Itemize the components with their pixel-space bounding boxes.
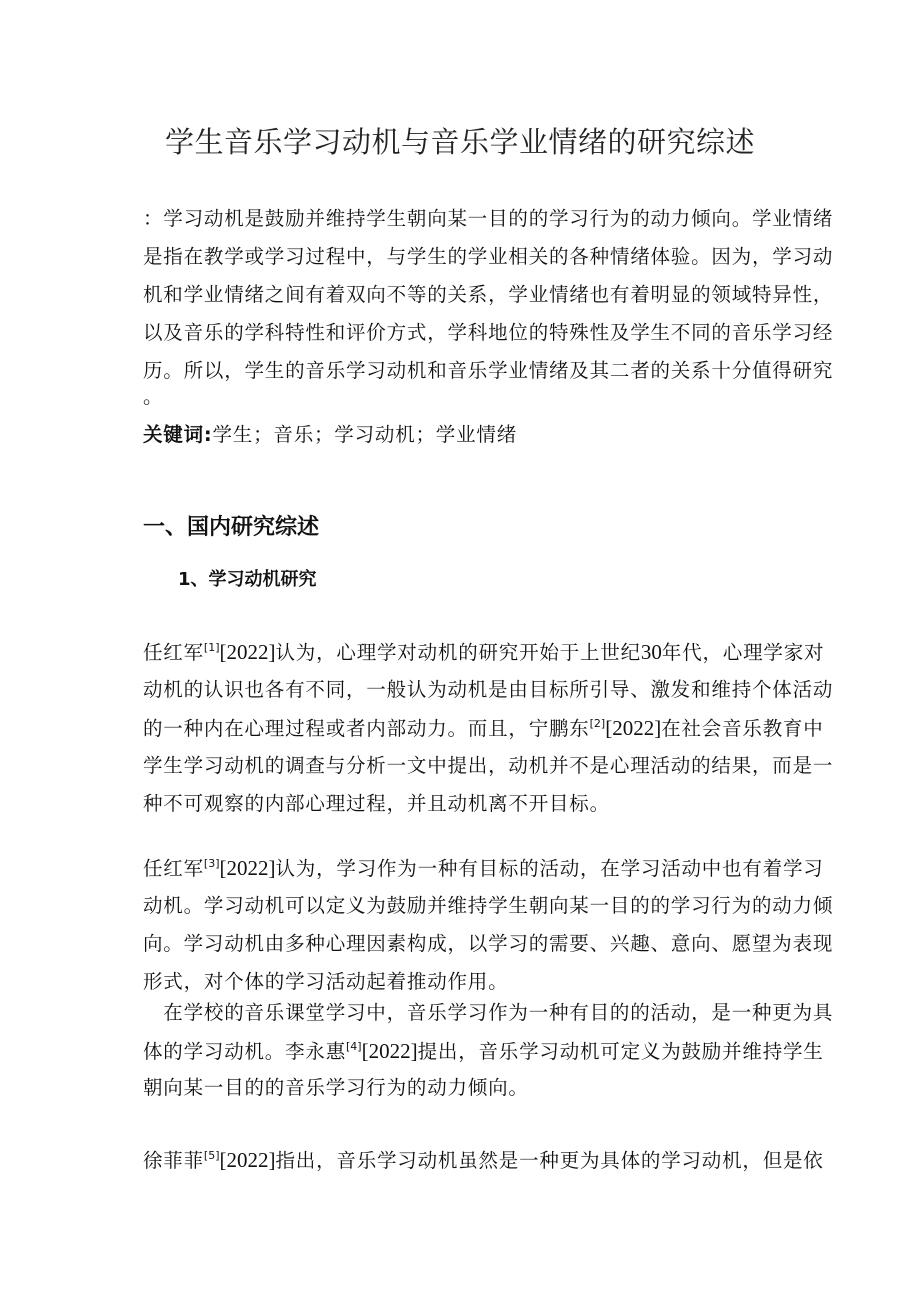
text-segment: 历。所以，学生的音乐学习动机和音乐学业情绪及其二者的关系十分值得研究 [143, 359, 834, 382]
text-segment: 在学校的音乐课堂学习中，音乐学习作为一种有目的的活动，是一种更为具 [143, 1001, 834, 1024]
text-line [143, 639, 824, 666]
text-line [143, 206, 833, 232]
citation-ref: [1] [203, 641, 220, 654]
keywords-label: 关键词: [143, 423, 213, 446]
year-text: [2022] [361, 1039, 418, 1063]
text-segment: 是指在教学或学习过程中，与学生的学业相关的各种情绪体验。因为，学习动 [143, 245, 834, 268]
year-text: [2022] [219, 1148, 276, 1172]
text-segment: 机和学业情绪之间有着双向不等的关系，学业情绪也有着明显的领域特异性， [143, 283, 834, 306]
text-segment: 体的学习动机。李永惠 [143, 1040, 347, 1063]
text-line [143, 1000, 833, 1026]
text-line [143, 384, 163, 410]
text-line [143, 753, 833, 779]
text-segment: 任红军 [143, 857, 204, 880]
text-line [143, 1038, 824, 1065]
text-segment: 动机。学习动机可以定义为鼓励并维持学生朝向某一目的的学习行为的动力倾 [143, 894, 834, 917]
citation-ref: [5] [203, 1149, 220, 1162]
text-segment: 动机的认识也各有不同，一般认为动机是由目标所引导、激发和维持个体活动 [143, 678, 834, 701]
text-segment: 指出，音乐学习动机虽然是一种更为具体的学习动机，但是依 [275, 1149, 824, 1172]
text-line [143, 320, 833, 346]
text-segment: 年代，心理学家对 [661, 641, 825, 664]
citation-ref: [4] [346, 1040, 362, 1053]
year-text: 30 [640, 640, 662, 664]
text-segment: 任红军 [143, 641, 204, 664]
text-segment: 徐菲菲 [143, 1149, 204, 1172]
text-line [143, 855, 824, 882]
text-segment: 提出，音乐学习动机可定义为鼓励并维持学生 [417, 1040, 824, 1063]
document-title: 学生音乐学习动机与音乐学业情绪的研究综述 [164, 125, 755, 159]
year-text: [2022] [219, 640, 276, 664]
text-segment: 形式，对个体的学习活动起着推动作用。 [143, 970, 509, 993]
text-line [143, 1147, 824, 1174]
text-segment: 学生学习动机的调查与分析一文中提出，动机并不是心理活动的结果，而是一 [143, 754, 834, 777]
text-segment: 的一种内在心理过程或者内部动力。而且，宁鹏东 [143, 717, 590, 740]
text-segment: 朝向某一目的的音乐学习行为的动力倾向。 [143, 1076, 529, 1099]
text-line [143, 244, 833, 270]
citation-ref: [2] [589, 717, 606, 730]
text-segment: ：学习动机是鼓励并维持学生朝向某一目的的学习行为的动力倾向。学业情绪 [143, 207, 834, 230]
year-text: [2022] [605, 716, 662, 740]
text-segment: 。 [143, 385, 164, 408]
text-segment: 认为，学习作为一种有目标的活动，在学习活动中也有着学习 [275, 857, 824, 880]
text-line [143, 715, 824, 742]
text-line [143, 969, 508, 995]
text-segment: 在社会音乐教育中 [661, 717, 824, 740]
year-text: [2022] [219, 856, 276, 880]
text-segment: 种不可观察的内部心理过程，并且动机离不开目标。 [143, 792, 610, 815]
citation-ref: [3] [203, 857, 220, 870]
section-heading: 一、国内研究综述 [143, 515, 320, 540]
text-line [143, 282, 833, 308]
text-line [143, 791, 610, 817]
text-segment: 认为，心理学对动机的研究开始于上世纪 [275, 641, 641, 664]
subsection-heading: 1、学习动机研究 [178, 569, 317, 590]
text-line [143, 1075, 529, 1101]
text-line [143, 358, 833, 384]
text-line [143, 931, 833, 957]
text-line [143, 677, 833, 703]
text-line [143, 893, 833, 919]
text-segment: 向。学习动机由多种心理因素构成，以学习的需要、兴趣、意向、愿望为表现 [143, 932, 834, 955]
keywords-value: 学生；音乐；学习动机；学业情绪 [212, 423, 518, 446]
text-segment: 以及音乐的学科特性和评价方式，学科地位的特殊性及学生不同的音乐学习经 [143, 321, 834, 344]
keywords [143, 422, 517, 448]
